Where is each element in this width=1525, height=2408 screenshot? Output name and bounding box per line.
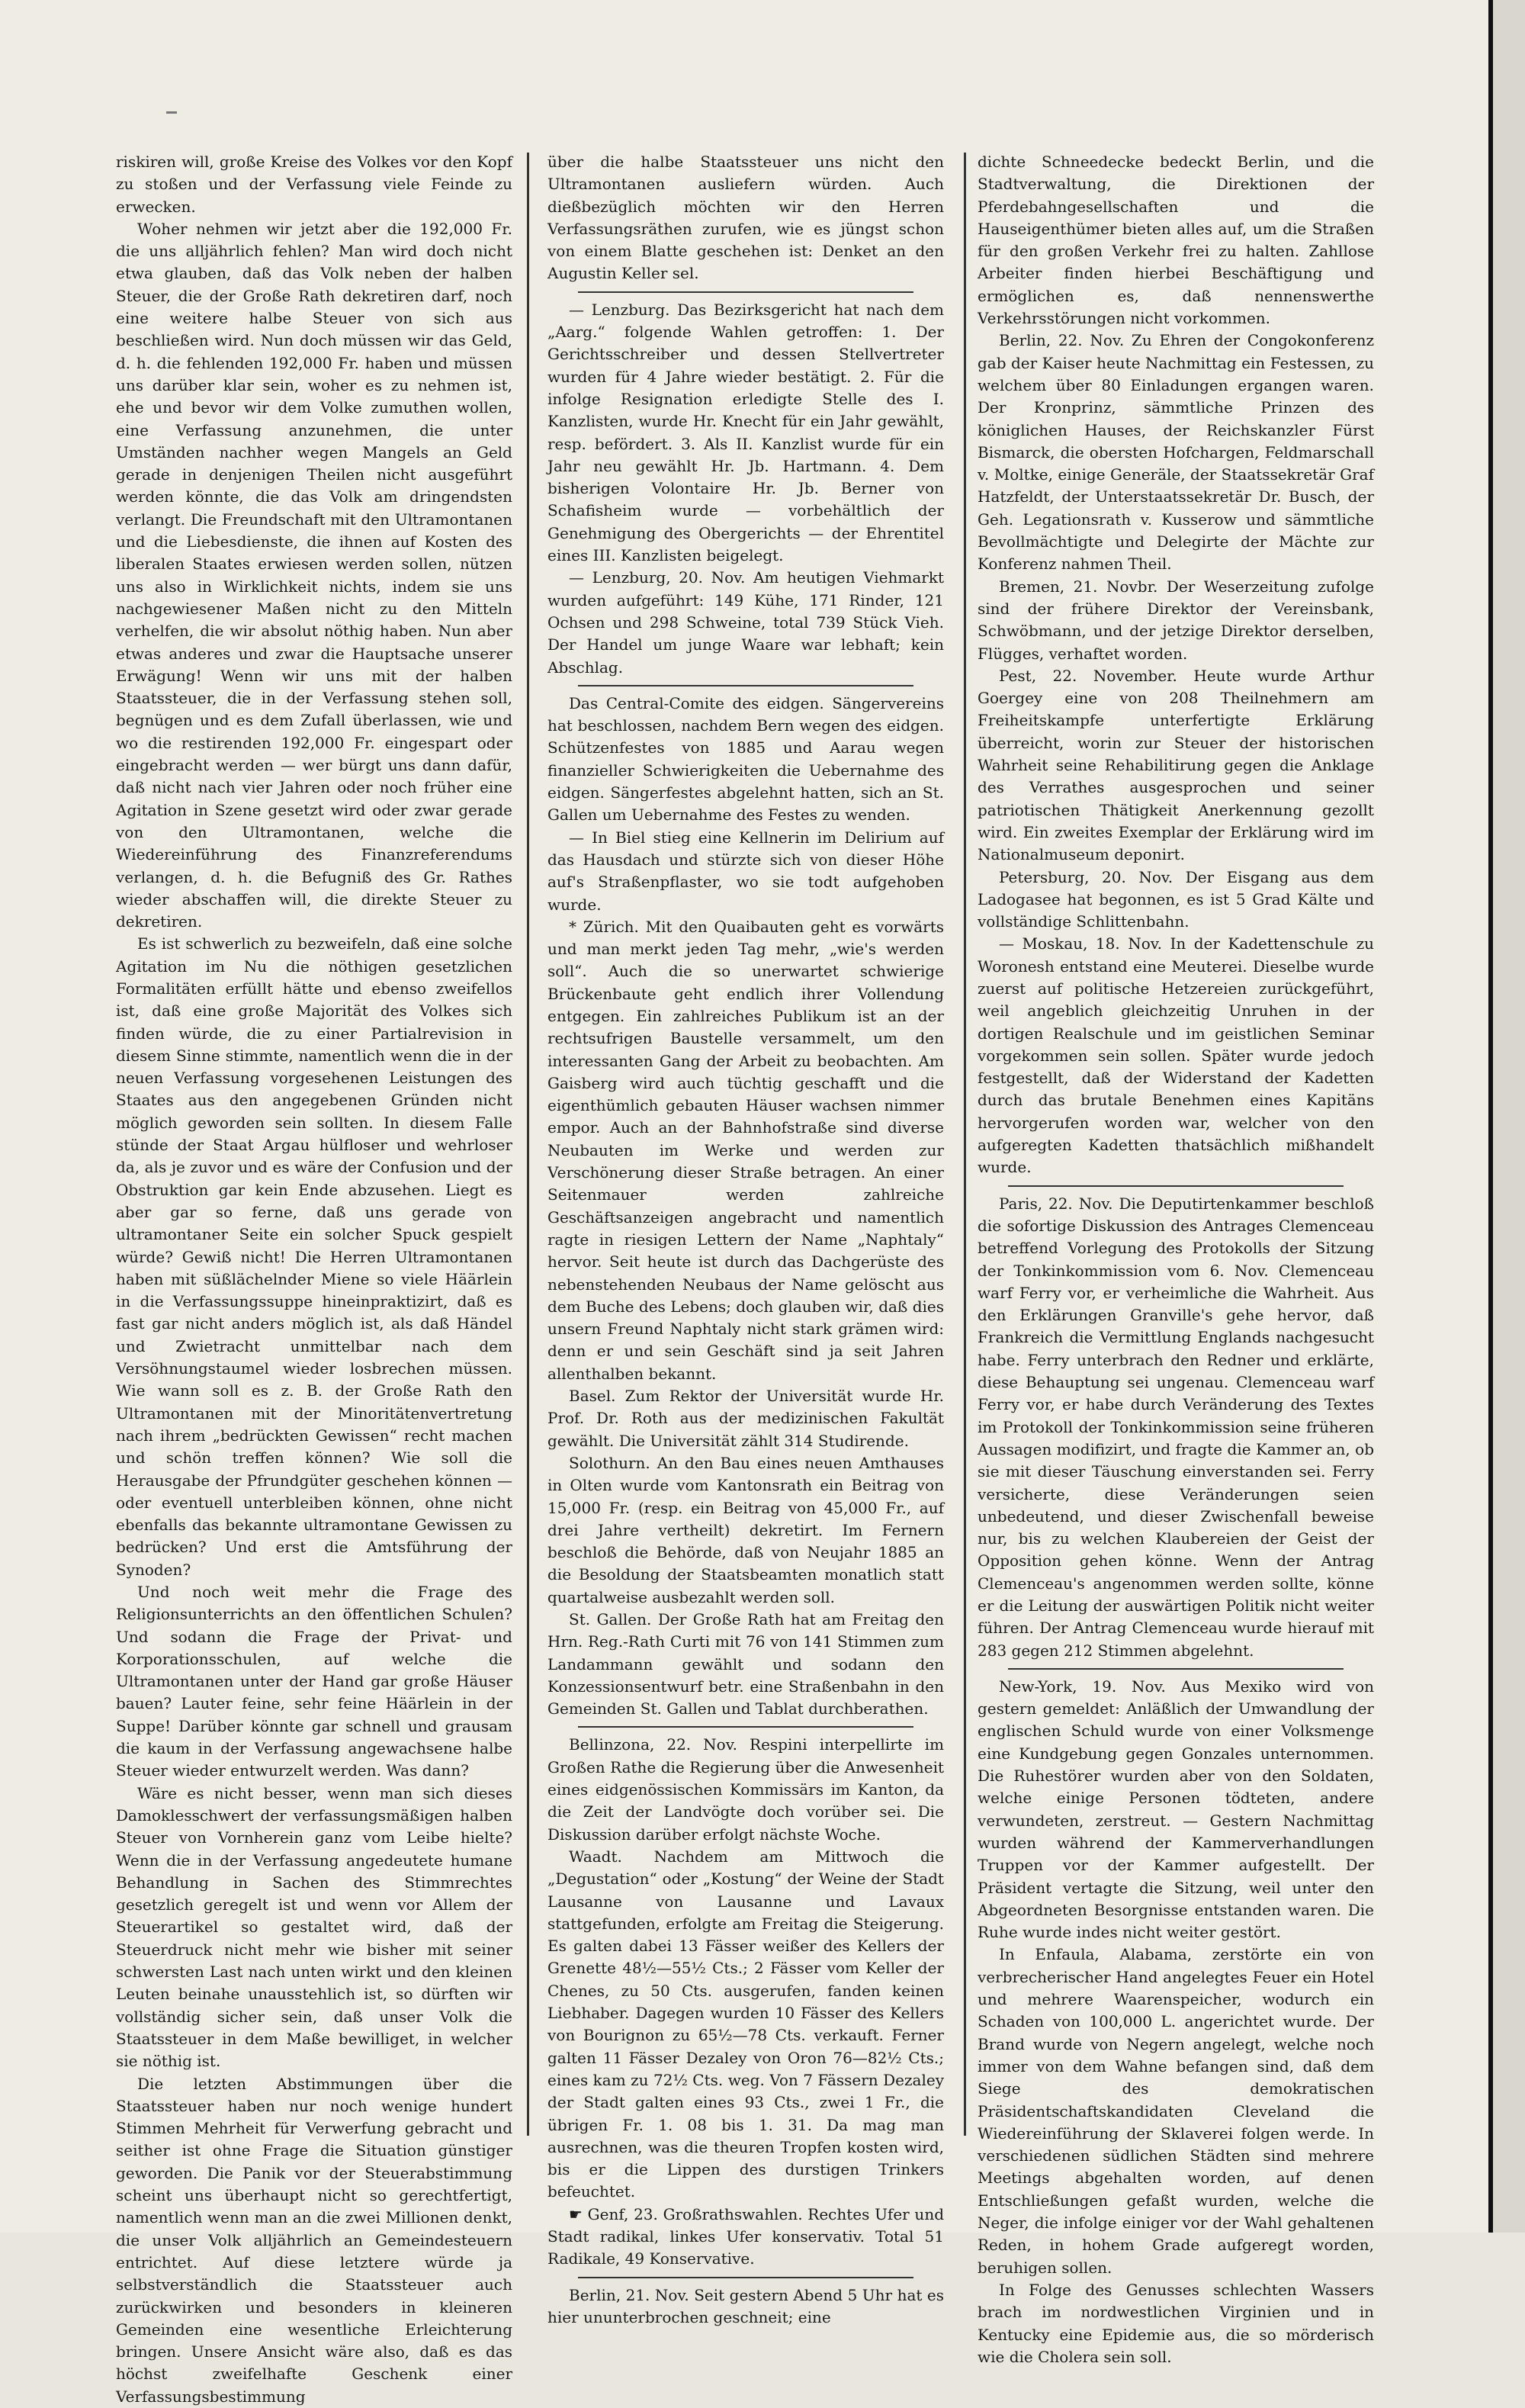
col3-paragraph-1: dichte Schneedecke bedeckt Berlin, und die Stadtverwaltung, die Direktionen der Pferdebahngesellschaften und die Hauseigenthümer bieten alles auf, um die Straßen für den großen Verkehr frei zu halten. Zahllose Arbeiter finden hierbei Beschäftigung und ermöglichen es, daß nennenswerthe Verkehrsstörungen nicht vorkommen. <box>978 153 1374 328</box>
col3-paragraph-4: Pest, 22. November. Heute wurde Arthur Goergey eine von 208 Theilnehmern am Freiheitskampfe unterfertigte Erklärung überreicht, worin zur Steuer der historischen Wahrheit seine Rehabilitirung gegen die Anklage des Verrathes ausgesprochen und seiner patriotischen Thätigkeit Anerkennung gezollt wird. Ein zweites Exemplar der Erklärung wird im Nationalmuseum deponirt. <box>978 666 1374 864</box>
col2-paragraph-13: Berlin, 21. Nov. Seit gestern Abend 5 Uhr hat es hier ununterbrochen geschneit; eine <box>547 2285 944 2326</box>
col2-paragraph-9: St. Gallen. Der Große Rath hat am Freitag den Hrn. Reg.-Rath Curti mit 76 von 141 Stimmen zum Landammann gewählt und sodann den Konzessionsentwurf betr. eine Straßenbahn in den Gemeinden St. Gallen und Tablat durchberathen. <box>547 1610 944 1718</box>
separator-rule <box>578 685 913 686</box>
col1-paragraph-2: Woher nehmen wir jetzt aber die 192,000 Fr. die uns alljährlich fehlen? Man wird doch nicht etwa glauben, daß das Volk neben der halben Steuer, die der Große Rath dekretiren darf, noch eine weitere halbe Steuer von sich aus beschließen wird. Nun doch müssen wir das Geld, d. h. die fehlenden 192,000 Fr. haben und müssen uns darüber klar sein, woher es zu nehmen ist, ehe und bevor wir dem Volke zumuthen wollen, eine Verfassung anzunehmen, die unter Umständen nachher wegen Mangels an Geld gerade in denjenigen Theilen nicht ausgeführt werden könnte, die das Volk am dringendsten verlangt. Die Freundschaft mit den Ultramontanen und die Liebesdienste, die ihnen auf Kosten des liberalen Staates erwiesen werden sollen, nützen uns also in Wirklichkeit nichts, indem sie uns nachgewiesener Maßen nicht zu den Mitteln verhelfen, die wir absolut nöthig haben. Nun aber etwas anderes und zwar die Hauptsache unserer Erwägung! Wenn wir uns mit der halben Staatssteuer, die in der Verfassung stehen soll, begnügen und es dem Zufall überlassen, wie und wo die restirenden 192,000 Fr. eingespart oder eingebracht werden — wer bürgt uns dann dafür, daß nicht nach vier Jahren oder noch früher eine Agitation in Szene gesetzt wird oder zwar gerade von den Ultramontanen, welche die Wiedereinführung des Finanzreferendums verlangen, d. h. die Befugniß des Gr. Rathes wieder abschaffen will, die direkte Steuer zu dekretiren. <box>116 219 512 931</box>
column-3 <box>978 151 1374 2366</box>
column-rule-2 <box>964 153 966 2136</box>
col2-paragraph-7: Basel. Zum Rektor der Universität wurde Hr. Prof. Dr. Roth aus der medizinischen Fakultät gewählt. Die Universität zählt 314 Studirende. <box>547 1387 944 1450</box>
separator-rule <box>1008 1185 1344 1187</box>
col2-paragraph-3: — Lenzburg, 20. Nov. Am heutigen Viehmarkt wurden aufgeführt: 149 Kühe, 171 Rinder, 121 Ochsen und 298 Schweine, total 739 Stück Vieh. Der Handel um junge Waare war lebhaft; kein Abschlag. <box>547 568 944 677</box>
column-1 <box>116 151 512 2406</box>
col1-paragraph-5: Wäre es nicht besser, wenn man sich dieses Damoklesschwert der verfassungsmäßigen halben Steuer von Vornherein ganz vom Leibe hielte? Wenn die in der Verfassung angedeutete humane Behandlung in Sachen des Stimmrechtes gesetzlich geregelt ist und wenn vor Allem der Steuerartikel so gestaltet wird, daß der Steuerdruck nicht mehr wie bisher mit seiner schwersten Last nach unten wirkt und den kleinen Leuten beinahe unausstehlich ist, so dürften wir vollständig sicher sein, daß unser Volk die Staatssteuer in dem Maße bewilliget, in welcher sie nöthig ist. <box>116 1783 512 2071</box>
separator-rule <box>578 2277 913 2278</box>
column-rule-1 <box>527 153 529 2136</box>
col2-paragraph-5: — In Biel stieg eine Kellnerin im Delirium auf das Hausdach und stürzte sich von dieser Höhe auf's Straßenpflaster, wo sie todt aufgehoben wurde. <box>547 828 944 914</box>
col2-paragraph-12: ☛ Genf, 23. Großrathswahlen. Rechtes Ufer und Stadt radikal, linkes Ufer konservativ. Total 51 Radikale, 49 Konservative. <box>547 2204 944 2268</box>
col1-paragraph-3: Es ist schwerlich zu bezweifeln, daß eine solche Agitation im Nu die nöthigen gesetzlichen Formalitäten erfüllt hätte und ebenso zweifellos ist, daß eine große Majorität des Volkes sich finden würde, die zu einer Partialrevision in diesem Sinne stimmte, namentlich wenn die in der neuen Verfassung vorgesehenen Leistungen des Staates aus den angegebenen Gründen nicht möglich geworden sein sollten. In diesem Falle stünde der Staat Argau hülfloser und wehrloser da, als je zuvor und es wäre der Confusion und der Obstruktion gar kein Ende abzusehen. Liegt es aber gar so ferne, daß uns gerade von ultramontaner Seite ein solcher Spuck gespielt würde? Gewiß nicht! Die Herren Ultramontanen haben mit süßlächelnder Miene so viele Häärlein in die Verfassungssuppe hineinpraktizirt, daß es fast gar nicht anders möglich ist, als daß Händel und Zwietracht unmittelbar nach dem Versöhnungstaumel wieder losbrechen müssen. Wie wann soll es z. B. der Große Rath den Ultramontanen mit der Minoritätenvertretung nach ihrem „bedrückten Gewissen“ recht machen und schön treffen können? Wie soll die Herausgabe der Pfrundgüter geschehen können — oder eventuell unterbleiben können, ohne nicht ebenfalls das bekannte ultramontane Gewissen zu bedrücken? Und erst die Amtsführung der Synoden? <box>116 934 512 1579</box>
col3-paragraph-2: Berlin, 22. Nov. Zu Ehren der Congokonferenz gab der Kaiser heute Nachmittag ein Festessen, zu welchem über 80 Einladungen ergangen waren. Der Kronprinz, sämmtliche Prinzen des königlichen Hauses, der Reichskanzler Fürst Bismarck, die obersten Hofchargen, Feldmarschall v. Moltke, einige Generäle, der Staatssekretär Graf Hatzfeldt, der Unterstaatssekretär Dr. Busch, der Geh. Legationsrath v. Kusserow und sämmtliche Bevollmächtigte und Delegirte der Mächte zur Konferenz nahmen Theil. <box>978 331 1374 574</box>
col3-paragraph-5: Petersburg, 20. Nov. Der Eisgang aus dem Ladogasee hat begonnen, es ist 5 Grad Kälte und vollständige Schlittenbahn. <box>978 867 1374 931</box>
separator-rule <box>1008 1668 1344 1670</box>
separator-rule <box>578 1726 913 1728</box>
col2-paragraph-6: * Zürich. Mit den Quaibauten geht es vorwärts und man merkt jeden Tag mehr, „wie's werden soll“. Auch die so unerwartet schwierige Brückenbaute geht endlich ihrer Vollendung entgegen. Ein zahlreiches Publikum ist an der rechtsufrigen Baustelle versammelt, um den interessanten Gang der Arbeit zu beobachten. Am Gaisberg wird auch tüchtig geschafft und die eigenthümlich gebauten Häuser wachsen nimmer empor. Auch an der Bahnhofstraße sind diverse Neubauten im Werke und werden zur Verschönerung dieser Straße betragen. An einer Seitenmauer werden zahlreiche Geschäftsanzeigen angebracht und namentlich ragte in riesigen Lettern der Name „Naphtaly“ hervor. Seit heute ist durch das Dachgerüste des nebenstehenden Neubaus der Name gelöscht aus dem Buche des Lebens; doch glauben wir, daß dies unsern Freund Naphtaly nicht stark grämen wird: denn er und sein Geschäft sind ja seit Jahren allenthalben bekannt. <box>547 917 944 1383</box>
separator-rule <box>578 291 913 293</box>
col3-paragraph-3: Bremen, 21. Novbr. Der Weserzeitung zufolge sind der frühere Direktor der Vereinsbank, Schwöbmann, und der jetzige Direktor derselben, Flügges, verhaftet worden. <box>978 577 1374 663</box>
col3-paragraph-6: — Moskau, 18. Nov. In der Kadettenschule zu Woronesh entstand eine Meuterei. Dieselbe wurde zuerst auf politische Hetzereien zurückgeführt, weil angeblich gleichzeitig Unruhen in der dortigen Realschule und im geistlichen Seminar vorgekommen sein sollen. Später wurde jedoch festgestellt, daß der Widerstand der Kadetten durch das brutale Benehmen eines Kapitäns hervorgerufen worden war, welcher von den aufgeregten Kadetten thatsächlich mißhandelt wurde. <box>978 934 1374 1177</box>
col2-paragraph-4: Das Central-Comite des eidgen. Sängervereins hat beschlossen, nachdem Bern wegen des eidgen. Schützenfestes von 1885 und Aarau wegen finanzieller Schwierigkeiten die Uebernahme des eidgen. Sängerfestes abgelehnt hatten, sich an St. Gallen um Uebernahme des Festes zu wenden. <box>547 693 944 825</box>
col2-paragraph-10: Bellinzona, 22. Nov. Respini interpellirte im Großen Rathe die Regierung über die Anwesenheit eines eidgenössischen Kommissärs im Kanton, da die Zeit der Landvögte doch vorüber sei. Die Diskussion darüber erfolgt nächste Woche. <box>547 1735 944 1844</box>
col1-paragraph-6: Die letzten Abstimmungen über die Staatssteuer haben nur noch wenige hundert Stimmen Mehrheit für Verwerfung gebracht und seither ist ohne Frage die Situation günstiger geworden. Die Panik vor der Steuerabstimmung scheint uns überhaupt nicht so gerechtfertigt, namentlich wenn man an die zwei Millionen denkt, die unser Volk alljährlich an Gemeindesteuern entrichtet. Auf diese letztere würde ja selbstverständlich die Staatssteuer auch zurückwirken und besonders in kleineren Gemeinden eine wesentliche Erleichterung bringen. Unsere Ansicht wäre also, daß es das höchst zweifelhafte Geschenk einer Verfassungsbestimmung <box>116 2074 512 2406</box>
col3-paragraph-8: New-York, 19. Nov. Aus Mexiko wird von gestern gemeldet: Anläßlich der Umwandlung der englischen Schuld wurde von einer Volksmenge eine Kundgebung gegen Gonzales unternommen. Die Ruhestörer wurden aber von den Soldaten, welche einige Personen tödteten, andere verwundeten, zerstreut. — Gestern Nachmittag wurden während der Kammerverhandlungen Truppen vor der Kammer aufgestellt. Der Präsident vertagte die Sitzung, weil unter den Abgeordneten Besorgnisse entstanden waren. Die Ruhe wurde indes nicht weiter gestört. <box>978 1677 1374 1942</box>
col2-paragraph-1: über die halbe Staatssteuer uns nicht den Ultramontanen ausliefern würden. Auch dießbezüglich möchten wir den Herren Verfassungsräthen zurufen, wie es jüngst schon von einem Blatte geschehen ist: Denket an den Augustin Keller sel. <box>547 153 944 283</box>
col3-paragraph-7: Paris, 22. Nov. Die Deputirtenkammer beschloß die sofortige Diskussion des Antrages Clemenceau betreffend Vorlegung des Protokolls der Sitzung der Tonkinkommission vom 6. Nov. Clemenceau warf Ferry vor, er verheimliche die Wahrheit. Aus den Erklärungen Granville's gehe hervor, daß Frankreich die Vermittlung Englands nachgesucht habe. Ferry unterbrach den Redner und erklärte, diese Behauptung sei ungenau. Clemenceau warf Ferry vor, er habe durch Veränderung des Textes im Protokoll der Tonkinkommission seine früheren Aussagen modifizirt, und fragte die Kammer an, ob sie mit dieser Täuschung einverstanden sei. Ferry versicherte, diese Veränderungen seien unbedeutend, und dieser Zwischenfall beweise nur, bis zu welchen Klaubereien der Geist der Opposition gehen könne. Wenn der Antrag Clemenceau's angenommen werden sollte, könne er die Leitung der auswärtigen Politik nicht weiter führen. Der Antrag Clemenceau wurde hierauf mit 283 gegen 212 Stimmen abgelehnt. <box>978 1194 1374 1660</box>
ink-smudge <box>166 111 177 114</box>
col1-paragraph-4: Und noch weit mehr die Frage des Religionsunterrichts an den öffentlichen Schulen? Und sodann die Frage der Privat- und Korporationsschulen, auf welche die Ultramontanen unter der Hand gar große Häuser bauen? Lauter feine, sehr feine Häärlein in der Suppe! Darüber könnte gar schnell und grausam die kaum in der Verfassung angewachsene halbe Steuer wieder entwurzelt werden. Was dann? <box>116 1583 512 1780</box>
column-2 <box>547 151 944 2326</box>
col2-paragraph-11: Waadt. Nachdem am Mittwoch die „Degustation“ oder „Kostung“ der Weine der Stadt Lausanne von Lausanne und Lavaux stattgefunden, erfolgte am Freitag die Steigerung. Es galten dabei 13 Fässer weißer des Kellers der Grenette 48½—55½ Cts.; 2 Fässer vom Keller der Chenes, zu 50 Cts. ausgerufen, fanden keinen Liebhaber. Dagegen wurden 10 Fässer des Kellers von Bourignon zu 65½—78 Cts. verkauft. Ferner galten 11 Fässer Dezaley von Oron 76—82½ Cts.; eines kam zu 72½ Cts. weg. Von 7 Fässern Dezaley der Stadt galten eines 93 Cts., zwei 1 Fr., die übrigen Fr. 1. 08 bis 1. 31. Da mag man ausrechnen, was die theuren Tropfen kosten wird, bis er die Lippen des durstigen Trinkers befeuchtet. <box>547 1847 944 2201</box>
col2-paragraph-8: Solothurn. An den Bau eines neuen Amthauses in Olten wurde vom Kantonsrath ein Beitrag von 15,000 Fr. (resp. ein Beitrag von 45,000 Fr., auf drei Jahre vertheilt) dekretirt. Im Fernern beschloß die Behörde, daß von Neujahr 1885 an die Besoldung der Staatsbeamten monatlich statt quartalweise ausbezahlt werden soll. <box>547 1453 944 1606</box>
col2-paragraph-2: — Lenzburg. Das Bezirksgericht hat nach dem „Aarg.“ folgende Wahlen getroffen: 1. Der Gerichtsschreiber und dessen Stellvertreter wurden für 4 Jahre wieder bestätigt. 2. Für die infolge Resignation erledigte Stelle des I. Kanzlisten, wurde Hr. Knecht für ein Jahr gewählt, resp. befördert. 3. Als II. Kanzlist wurde für ein Jahr neu gewählt Hr. Jb. Hartmann. 4. Dem bisherigen Volontaire Hr. Jb. Berner von Schafisheim wurde — vorbehältlich der Genehmigung des Obergerichts — der Ehrentitel eines III. Kanzlisten beigelegt. <box>547 300 944 565</box>
col3-paragraph-9: In Enfaula, Alabama, zerstörte ein von verbrecherischer Hand angelegtes Feuer ein Hotel und mehrere Waarenspeicher, wodurch ein Schaden von 100,000 L. angerichtet wurde. Der Brand wurde von Negern angelegt, welche noch immer von dem Wahne befangen sind, daß dem Siege des demokratischen Präsidentschaftskandidaten Cleveland die Wiedereinführung der Sklaverei folgen werde. In verschiedenen südlichen Städten sind mehrere Meetings abgehalten worden, auf denen Entschließungen gefaßt wurden, welche die Neger, die infolge einiger vor der Wahl gehaltenen Reden, in hohem Grade aufgeregt worden, beruhigen sollen. <box>978 1945 1374 2277</box>
col1-paragraph-1: riskiren will, große Kreise des Volkes vor den Kopf zu stoßen und der Verfassung viele Feinde zu erwecken. <box>116 153 512 216</box>
adjacent-page-edge <box>1493 0 1525 2233</box>
col3-paragraph-10: In Folge des Genusses schlechten Wassers brach im nordwestlichen Virginien und in Kentucky eine Epidemie aus, die so mörderisch wie die Cholera sein soll. <box>978 2280 1374 2366</box>
